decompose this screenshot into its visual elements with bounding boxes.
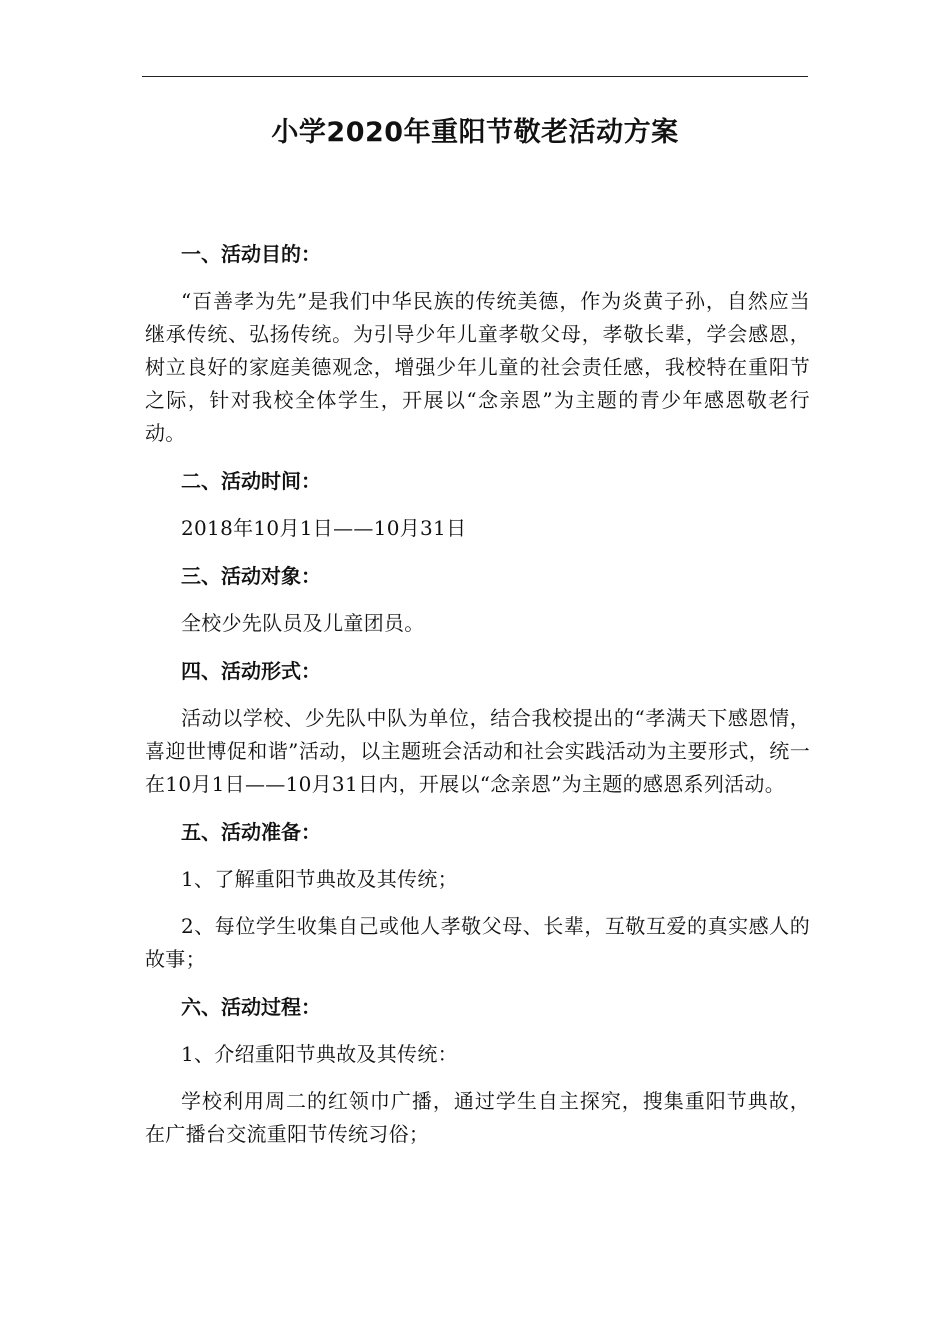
section-heading-purpose: 一、活动目的： — [181, 242, 321, 266]
section-paragraph: “百善孝为先”是我们中华民族的传统美德，作为炎黄子孙，自然应当继承传统、弘扬传统。为引导少年儿童孝敬父母，孝敬长辈，学会感恩，树立良好的家庭美德观念，增强少年儿童的社会责任感，我校特在重阳节之际，针对我校全体学生，开展以“念亲恩”为主题的青少年感恩敬老行动。 — [145, 289, 810, 445]
document-body — [145, 237, 810, 1165]
section-paragraph: 1、介绍重阳节典故及其传统： — [181, 1042, 458, 1066]
section-paragraph: 2018年10月1日——10月31日 — [181, 516, 467, 540]
section-heading-time: 二、活动时间： — [181, 469, 321, 493]
section-heading-process: 六、活动过程： — [181, 995, 321, 1019]
section-heading-format: 四、活动形式： — [181, 659, 321, 683]
section-heading-target: 三、活动对象： — [181, 564, 321, 588]
section-paragraph: 1、了解重阳节典故及其传统； — [181, 867, 458, 891]
section-paragraph: 活动以学校、少先队中队为单位，结合我校提出的“孝满天下感恩情，喜迎世博促和谐”活动，以主题班会活动和社会实践活动为主要形式，统一在10月1日——10月31日内，开展以“念亲恩”为主题的感恩系列活动。 — [145, 706, 810, 796]
document-title: 小学2020年重阳节敬老活动方案 — [271, 117, 679, 148]
section-paragraph: 学校利用周二的红领巾广播，通过学生自主探究，搜集重阳节典故，在广播台交流重阳节传统习俗； — [145, 1089, 810, 1146]
section-paragraph: 2、每位学生收集自己或他人孝敬父母、长辈，互敬互爱的真实感人的故事； — [145, 914, 810, 971]
section-paragraph: 全校少先队员及儿童团员。 — [181, 611, 425, 635]
header-rule — [142, 76, 808, 77]
section-heading-preparation: 五、活动准备： — [181, 820, 321, 844]
